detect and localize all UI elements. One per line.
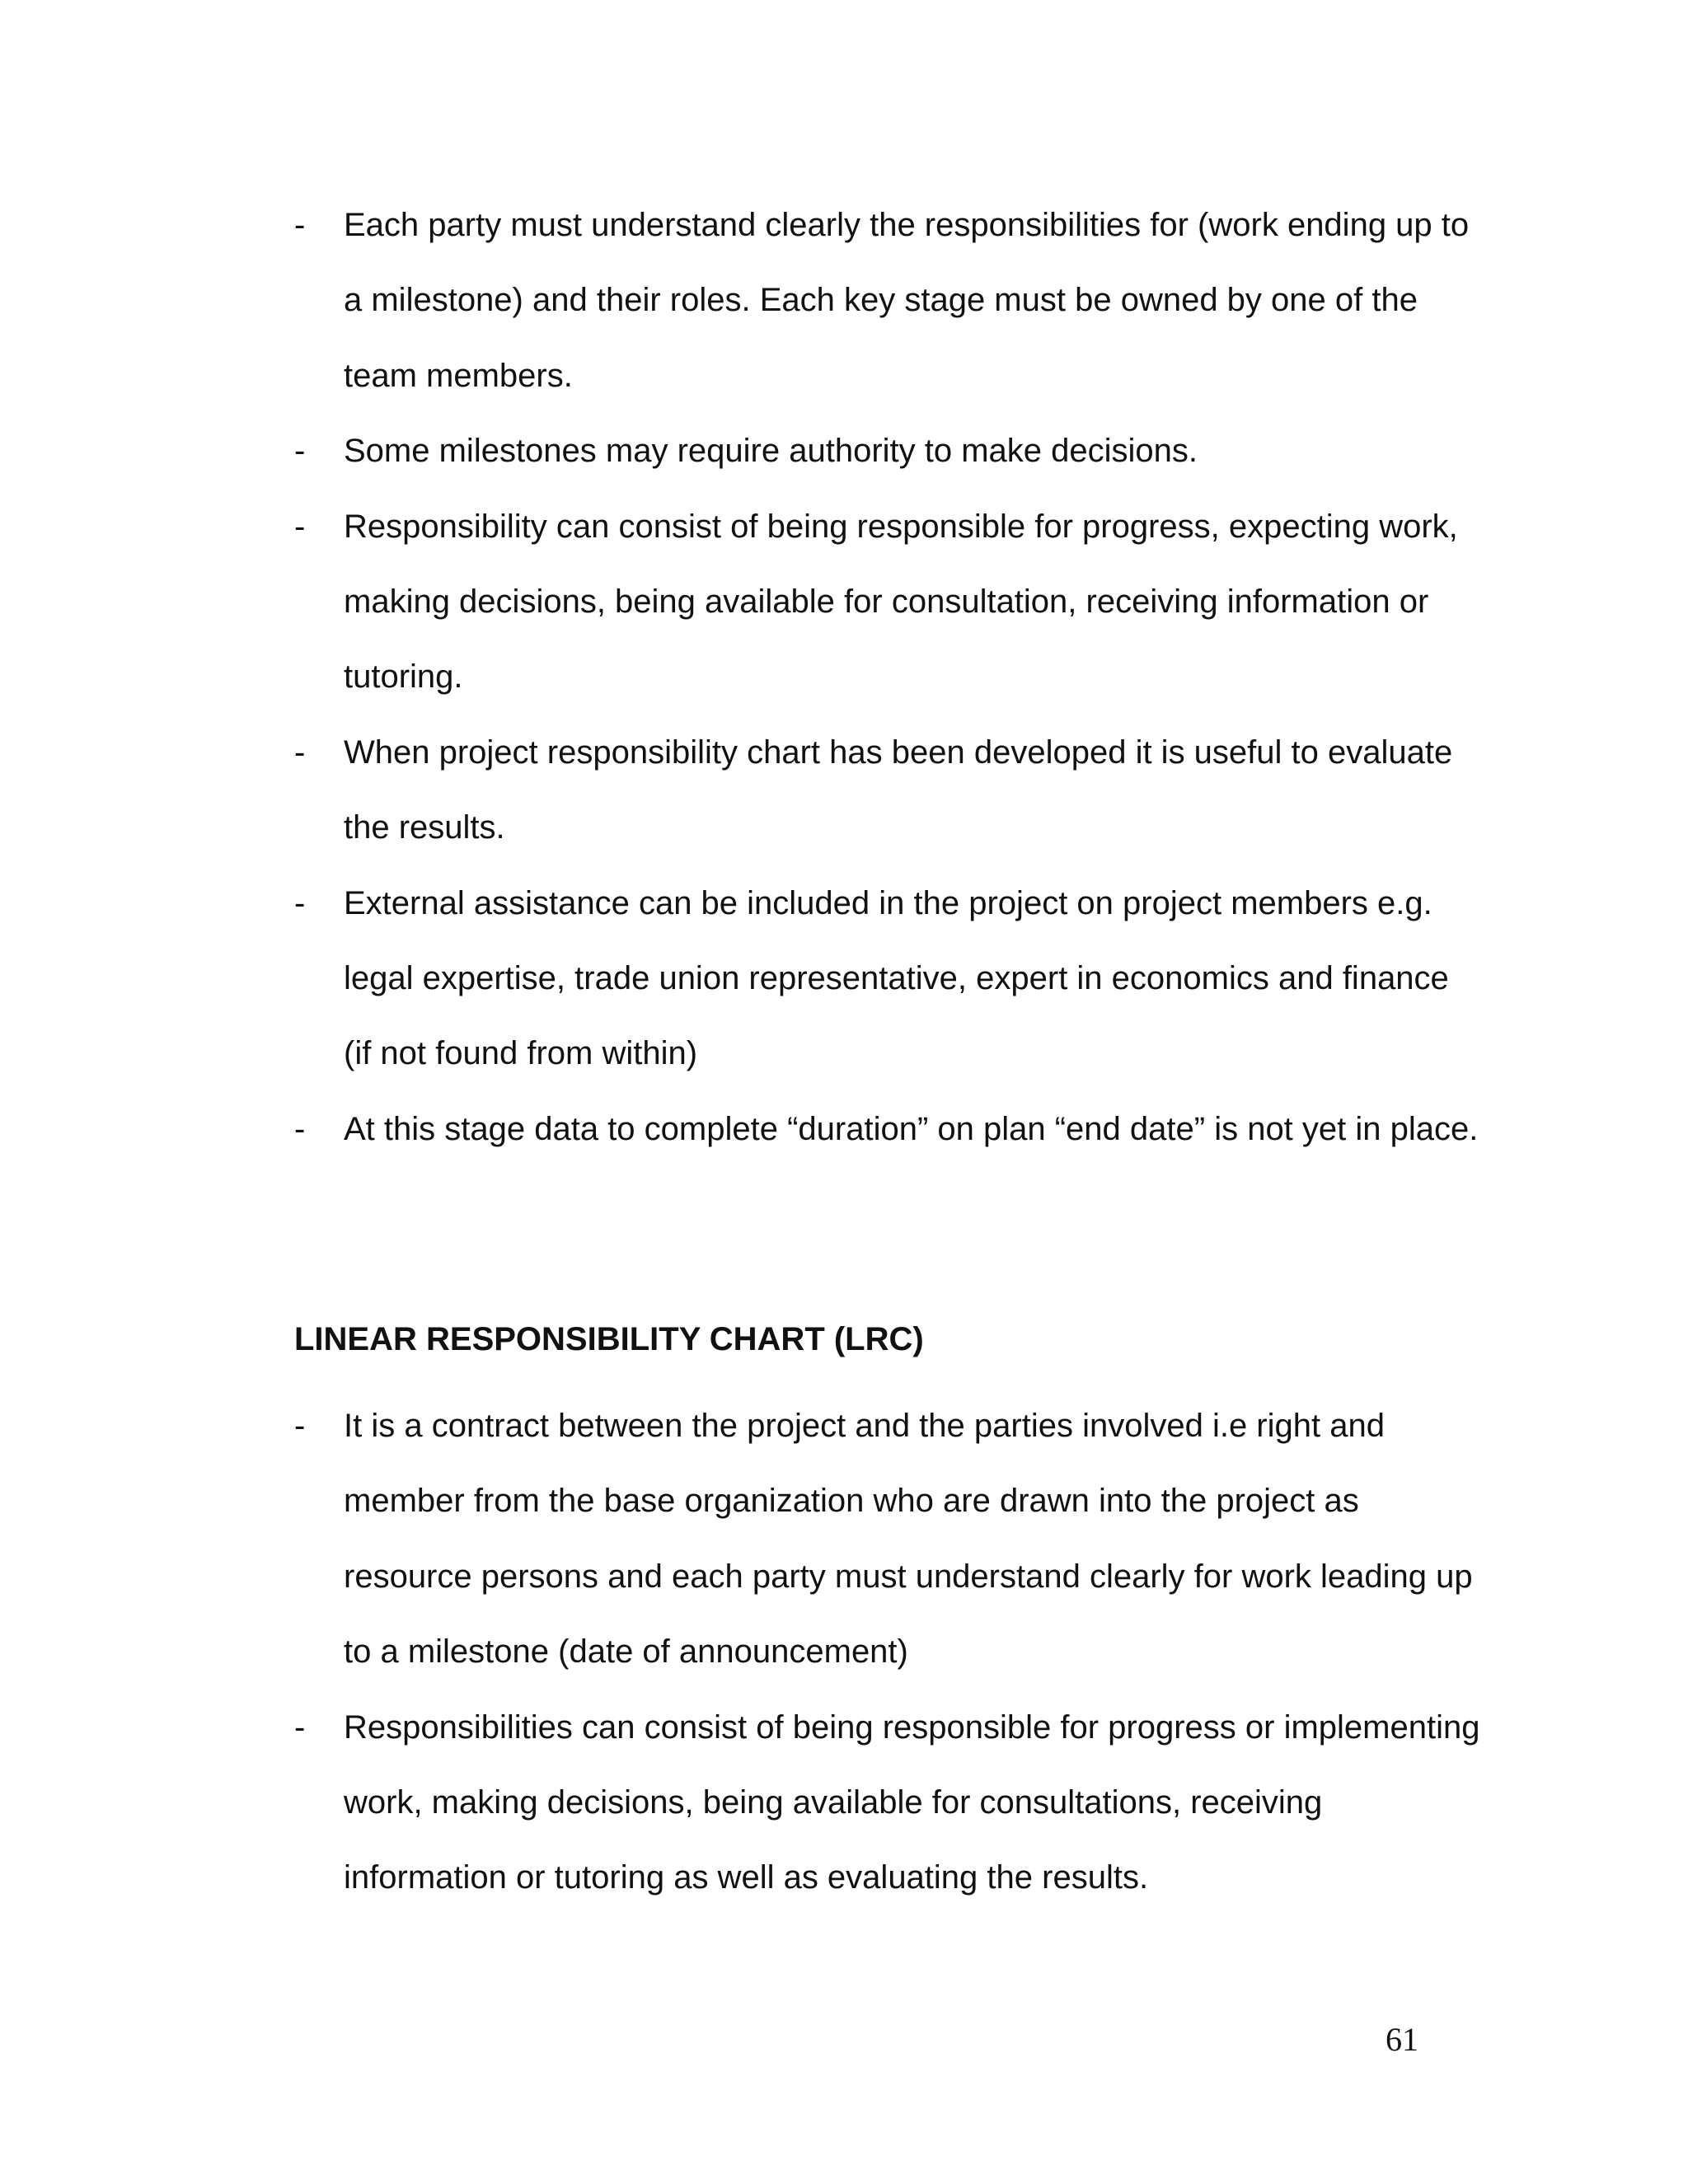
list-item bbox=[294, 414, 1432, 489]
list-item bbox=[294, 1690, 1480, 1916]
list-item-text: Responsibilities can consist of being responsible for progress or implementing work, making decisions, being available for consultations, receiving information or tutoring as well as evaluating the results. bbox=[344, 1708, 1480, 1896]
list-item-text: External assistance can be included in the project on project members e.g. legal expertise, trade union representative, expert in economics and finance (if not found from within) bbox=[344, 884, 1449, 1072]
bullet-dash: - bbox=[294, 508, 306, 545]
bullet-dash: - bbox=[294, 1708, 306, 1746]
bullet-list-top bbox=[294, 188, 1479, 1167]
list-item-text: Responsibility can consist of being responsible for progress, expecting work, making decisions, being available for consultation, receiving information or tutoring. bbox=[344, 508, 1458, 696]
list-item bbox=[294, 866, 1449, 1092]
bullet-dash: - bbox=[294, 884, 306, 921]
list-item bbox=[294, 1092, 1479, 1167]
list-item-text: Some milestones may require authority to make decisions. bbox=[344, 433, 1198, 470]
list-item bbox=[294, 188, 1470, 414]
list-item-text: When project responsibility chart has been developed it is useful to evaluate the results. bbox=[344, 733, 1453, 846]
page-number: 61 bbox=[1386, 2021, 1418, 2058]
bullet-dash: - bbox=[294, 433, 306, 470]
bullet-dash: - bbox=[294, 1110, 306, 1147]
list-item bbox=[294, 715, 1453, 866]
list-item bbox=[294, 490, 1458, 715]
list-item-text: It is a contract between the project and the parties involved i.e right and member from the base organization who are drawn into the project as resource persons and each party must understand clearly for work leading up to a milestone (date of announcement) bbox=[344, 1408, 1473, 1671]
bullet-dash: - bbox=[294, 733, 306, 771]
list-item-text: Each party must understand clearly the responsibilities for (work ending up to a milestone) and their roles. Each key stage must be owned by one of the team members. bbox=[344, 207, 1470, 394]
bullet-dash: - bbox=[294, 1408, 306, 1444]
bullet-list-bottom bbox=[294, 1389, 1480, 1916]
list-item bbox=[294, 1389, 1473, 1690]
bullet-dash: - bbox=[294, 207, 306, 243]
section-heading: LINEAR RESPONSIBILITY CHART (LRC) bbox=[294, 1321, 924, 1357]
list-item-text: At this stage data to complete “duration” on plan “end date” is not yet in place. bbox=[344, 1110, 1479, 1147]
